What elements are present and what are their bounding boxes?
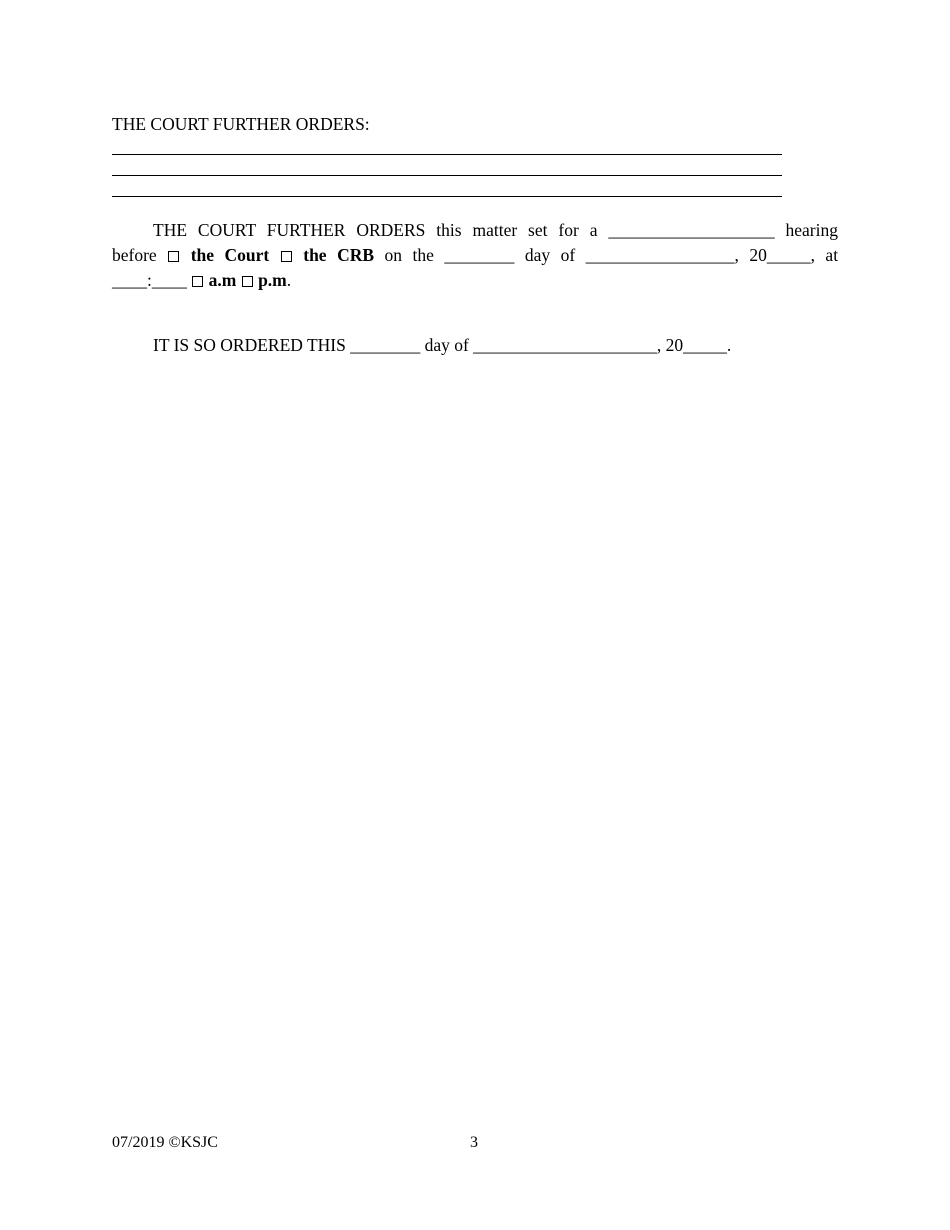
option-am-label: a.m (208, 270, 237, 290)
before-text: before (112, 245, 157, 265)
footer-date-copyright: 07/2019 ©KSJC (112, 1134, 218, 1151)
hearing-line-2 (112, 243, 838, 268)
option-pm-label: p.m (258, 270, 287, 290)
time-blank: ____:____ (112, 270, 187, 290)
blank-line-2[interactable] (112, 175, 782, 176)
blank-line-3[interactable] (112, 196, 782, 197)
so-ordered-line: IT IS SO ORDERED THIS ________ day of _____________________, 20_____. (153, 335, 732, 355)
date-blanks-text: on the ________ day of _________________, 20_____, at (384, 245, 839, 265)
checkbox-court[interactable] (168, 251, 179, 262)
hearing-line-1: THE COURT FURTHER ORDERS this matter set for a ___________________ hearing (153, 220, 838, 240)
checkbox-pm[interactable] (242, 276, 253, 287)
option-crb-label: the CRB (303, 245, 375, 265)
page-number: 3 (470, 1134, 478, 1151)
checkbox-crb[interactable] (281, 251, 292, 262)
section-heading: THE COURT FURTHER ORDERS: (112, 114, 370, 134)
option-court-label: the Court (190, 245, 270, 265)
hearing-paragraph (112, 218, 838, 293)
blank-line-1[interactable] (112, 154, 782, 155)
period: . (286, 270, 292, 290)
checkbox-am[interactable] (192, 276, 203, 287)
hearing-line-3 (112, 268, 838, 293)
